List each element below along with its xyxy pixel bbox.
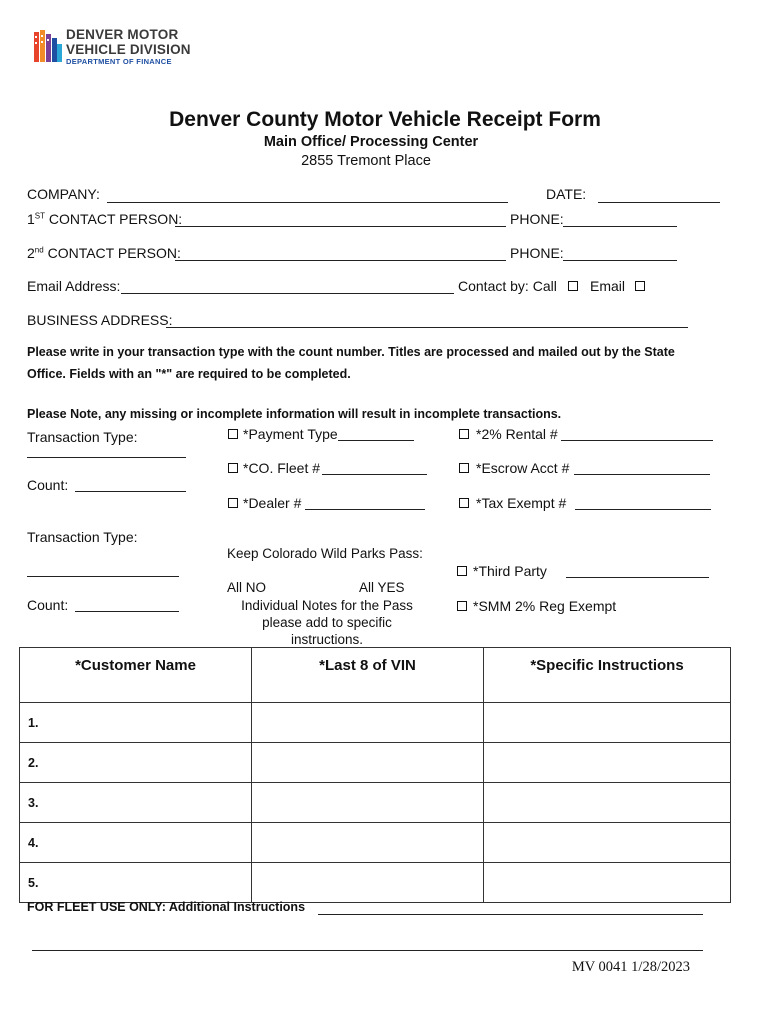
contact-email-checkbox[interactable] bbox=[635, 281, 645, 291]
customer-name-cell[interactable]: 5. bbox=[20, 863, 252, 903]
header-customer-name: *Customer Name bbox=[20, 648, 252, 703]
dealer-label: *Dealer # bbox=[243, 495, 302, 511]
email-field[interactable] bbox=[121, 293, 454, 294]
escrow-label: *Escrow Acct # bbox=[476, 460, 570, 476]
fleet-instructions-line-2[interactable] bbox=[32, 950, 703, 951]
customer-name-cell[interactable]: 4. bbox=[20, 823, 252, 863]
table-row bbox=[20, 783, 731, 823]
vin-cell[interactable] bbox=[252, 743, 484, 783]
contact-by-label: Contact by: Call bbox=[458, 278, 557, 294]
denver-mvd-logo-icon bbox=[34, 30, 62, 62]
company-field[interactable] bbox=[107, 202, 508, 203]
rental-field[interactable] bbox=[561, 440, 713, 441]
dealer-checkbox[interactable] bbox=[228, 498, 238, 508]
instructions-cell[interactable] bbox=[484, 743, 731, 783]
co-fleet-field[interactable] bbox=[322, 474, 427, 475]
customer-name-cell[interactable]: 2. bbox=[20, 743, 252, 783]
count-field-2[interactable] bbox=[75, 611, 179, 612]
payment-type-field[interactable] bbox=[338, 440, 414, 441]
count-field-1[interactable] bbox=[75, 491, 186, 492]
tax-exempt-field[interactable] bbox=[575, 509, 711, 510]
logo-line-2: VEHICLE DIVISION bbox=[66, 41, 191, 57]
contact-call-checkbox[interactable] bbox=[568, 281, 578, 291]
header-last8-vin: *Last 8 of VIN bbox=[252, 648, 484, 703]
payment-type-checkbox[interactable] bbox=[228, 429, 238, 439]
contact1-field[interactable] bbox=[175, 226, 506, 227]
contact2-field[interactable] bbox=[175, 260, 506, 261]
escrow-field[interactable] bbox=[574, 474, 710, 475]
rental-checkbox[interactable] bbox=[459, 429, 469, 439]
contact1-label: 1ST CONTACT PERSON: bbox=[27, 211, 183, 227]
tax-exempt-label: *Tax Exempt # bbox=[476, 495, 567, 511]
phone1-label: PHONE: bbox=[510, 211, 564, 227]
third-party-checkbox[interactable] bbox=[457, 566, 467, 576]
office-name: Main Office/ Processing Center bbox=[263, 134, 479, 150]
vin-cell[interactable] bbox=[252, 783, 484, 823]
instructions-cell[interactable] bbox=[484, 823, 731, 863]
company-label: COMPANY: bbox=[27, 186, 100, 202]
table-row bbox=[20, 743, 731, 783]
customer-name-cell[interactable]: 1. bbox=[20, 703, 252, 743]
tax-exempt-checkbox[interactable] bbox=[459, 498, 469, 508]
vin-cell[interactable] bbox=[252, 703, 484, 743]
contact2-label: 2nd CONTACT PERSON: bbox=[27, 245, 181, 261]
count-label-2: Count: bbox=[27, 597, 69, 613]
transaction-type-field-1[interactable] bbox=[27, 457, 186, 458]
phone2-field[interactable] bbox=[563, 260, 677, 261]
table-header-row bbox=[20, 648, 731, 703]
date-field[interactable] bbox=[598, 202, 720, 203]
escrow-checkbox[interactable] bbox=[459, 463, 469, 473]
logo-line-3: DEPARTMENT OF FINANCE bbox=[66, 57, 172, 66]
contact-email-label: Email bbox=[590, 278, 626, 294]
parks-pass-all-no[interactable]: All NO bbox=[227, 580, 267, 595]
fleet-instructions-label: FOR FLEET USE ONLY: Additional Instructions bbox=[27, 900, 306, 914]
email-label: Email Address: bbox=[27, 278, 121, 294]
phone2-label: PHONE: bbox=[510, 245, 564, 261]
instructions-line-2: Office. Fields with an "*" are required to be completed. bbox=[27, 367, 351, 381]
form-id: MV 0041 1/28/2023 bbox=[571, 959, 690, 975]
dealer-field[interactable] bbox=[305, 509, 425, 510]
transaction-type-label-2: Transaction Type: bbox=[27, 529, 138, 545]
vin-cell[interactable] bbox=[252, 823, 484, 863]
header-specific-instructions: *Specific Instructions bbox=[484, 648, 731, 703]
transaction-type-field-2[interactable] bbox=[27, 576, 179, 577]
fleet-instructions-field[interactable] bbox=[318, 914, 703, 915]
third-party-field[interactable] bbox=[566, 577, 709, 578]
co-fleet-checkbox[interactable] bbox=[228, 463, 238, 473]
smm-label: *SMM 2% Reg Exempt bbox=[473, 598, 617, 614]
rental-label: *2% Rental # bbox=[476, 426, 558, 442]
parks-pass-notes: Individual Notes for the Pass please add to specific instructions. bbox=[241, 598, 413, 647]
payment-type-label: *Payment Type bbox=[243, 426, 338, 442]
table-row bbox=[20, 863, 731, 903]
office-address: 2855 Tremont Place bbox=[301, 153, 431, 169]
table-row bbox=[20, 823, 731, 863]
transaction-type-label-1: Transaction Type: bbox=[27, 429, 138, 445]
co-fleet-label: *CO. Fleet # bbox=[243, 460, 321, 476]
instructions-cell[interactable] bbox=[484, 703, 731, 743]
date-label: DATE: bbox=[546, 186, 587, 202]
vin-cell[interactable] bbox=[252, 863, 484, 903]
business-address-field[interactable] bbox=[166, 327, 688, 328]
instructions-cell[interactable] bbox=[484, 863, 731, 903]
logo-wordmark bbox=[66, 28, 191, 66]
incomplete-note: Please Note, any missing or incomplete information will result in incomplete transactions. bbox=[27, 407, 562, 421]
table-row bbox=[20, 703, 731, 743]
instructions-cell[interactable] bbox=[484, 783, 731, 823]
parks-pass-label: Keep Colorado Wild Parks Pass: bbox=[227, 546, 423, 561]
business-address-label: BUSINESS ADDRESS: bbox=[27, 312, 173, 328]
count-label-1: Count: bbox=[27, 477, 69, 493]
phone1-field[interactable] bbox=[563, 226, 677, 227]
smm-checkbox[interactable] bbox=[457, 601, 467, 611]
parks-pass-all-yes[interactable]: All YES bbox=[359, 580, 405, 595]
form-title: Denver County Motor Vehicle Receipt Form bbox=[169, 108, 601, 131]
instructions-line-1: Please write in your transaction type with the count number. Titles are processed and mailed out by the State bbox=[27, 345, 675, 359]
third-party-label: *Third Party bbox=[473, 563, 547, 579]
customer-name-cell[interactable]: 3. bbox=[20, 783, 252, 823]
logo-line-1: DENVER MOTOR bbox=[66, 27, 179, 42]
customer-table bbox=[19, 647, 731, 903]
